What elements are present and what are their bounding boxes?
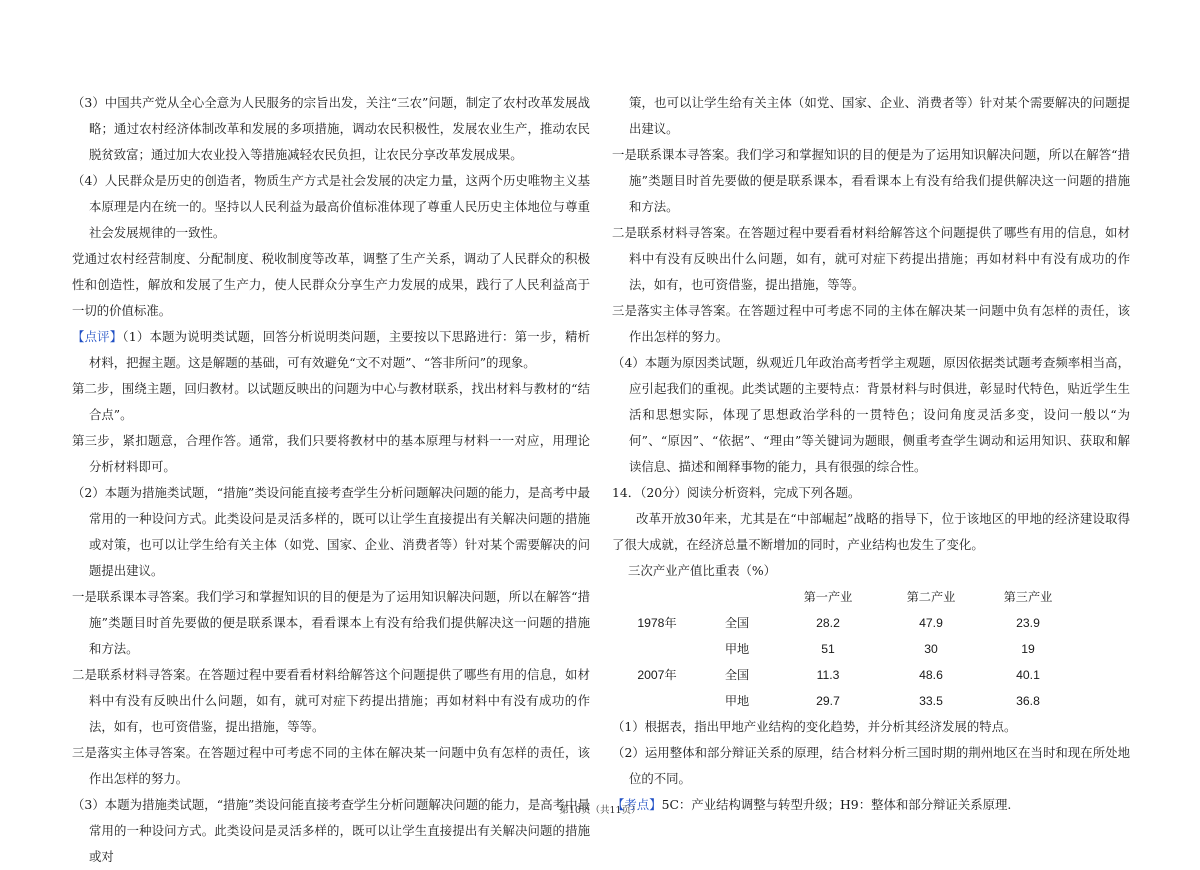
table-row (612, 636, 1130, 662)
answer-3-paragraph: （3）中国共产党从全心全意为人民服务的宗旨出发，关注“三农”问题，制定了农村改革发展战略；通过农村经济体制改革和发展的多项措施，调动农民积极性，发展农业生产，推动农民脱贫致富；通过加大农业投入等措施减轻农民负担，让农民分享改革发展成果。 (72, 95, 590, 162)
method-three-paragraph-right: 三是落实主体寻答案。在答题过程中可考虑不同的主体在解决某一问题中负有怎样的责任，该作出怎样的努力。 (612, 303, 1130, 344)
row-value-tertiary: 36.8 (1016, 694, 1040, 708)
row-value-secondary: 47.9 (919, 616, 943, 630)
comment-paragraph (72, 324, 590, 376)
row-region: 甲地 (724, 694, 750, 708)
question-1: （1）根据表，指出甲地产业结构的变化趋势，并分析其经济发展的特点。 (612, 719, 1017, 734)
row-year (612, 636, 702, 662)
method-one-paragraph: 一是联系课本寻答案。我们学习和掌握知识的目的便是为了运用知识解决问题，所以在解答“措施”类题目时首先要做的便是联系课本，看看课本上有没有给我们提供解决这一问题的措施和方法。 (72, 589, 590, 656)
row-year: 1978年 (637, 616, 677, 630)
step-three-paragraph: 第三步，紧扣题意，合理作答。通常，我们只要将教材中的基本原理与材料一一对应，用理论分析材料即可。 (72, 433, 590, 474)
header-tertiary: 第三产业 (1003, 590, 1053, 604)
row-region: 甲地 (724, 642, 750, 656)
industry-share-table (612, 584, 1130, 714)
comment-tag: 【点评】 (72, 329, 123, 344)
table-caption: 三次产业产值比重表（%） (628, 563, 777, 578)
row-value-primary: 29.7 (816, 694, 840, 708)
kaodian-text: 5C：产业结构调整与转型升级；H9：整体和部分辩证关系原理. (661, 797, 1012, 812)
row-year: 2007年 (637, 668, 677, 682)
material-paragraph: 改革开放30年来，尤其是在“中部崛起”战略的指导下，位于该地区的甲地的经济建设取得了很大成就，在经济总量不断增加的同时，产业结构也发生了变化。 (612, 511, 1130, 552)
comment-3-paragraph: （3）本题为措施类试题，“措施”类设问能直接考查学生分析问题解决问题的能力，是高考中最常用的一种设问方式。此类设问是灵活多样的，既可以让学生直接提出有关解决问题的措施或对 (72, 797, 590, 864)
table-row (612, 688, 1130, 714)
kaodian-tag: 【考点】 (612, 797, 662, 812)
row-region: 全国 (724, 616, 750, 630)
comment-3-continued: 策，也可以让学生给有关主体（如党、国家、企业、消费者等）针对某个需要解决的问题提出建议。 (629, 95, 1130, 136)
row-value-secondary: 30 (924, 642, 938, 656)
table-row (612, 662, 1130, 688)
row-value-primary: 51 (821, 642, 835, 656)
method-two-paragraph: 二是联系材料寻答案。在答题过程中要看看材料给解答这个问题提供了哪些有用的信息，如材料中有没有反映出什么问题，如有，就可对症下药提出措施；再如材料中有没有成功的作法，如有，也可资借鉴，提出措施，等等。 (72, 667, 590, 734)
method-one-paragraph-right: 一是联系课本寻答案。我们学习和掌握知识的目的便是为了运用知识解决问题，所以在解答“措施”类题目时首先要做的便是联系课本，看看课本上有没有给我们提供解决这一问题的措施和方法。 (612, 147, 1130, 214)
question-2: （2）运用整体和部分辩证关系的原理，结合材料分析三国时期的荆州地区在当时和现在所处地位的不同。 (612, 745, 1130, 786)
table-header-row (612, 584, 1130, 610)
table-row (612, 610, 1130, 636)
row-value-tertiary: 23.9 (1016, 616, 1040, 630)
row-value-secondary: 48.6 (919, 668, 943, 682)
row-value-tertiary: 40.1 (1016, 668, 1040, 682)
method-three-paragraph: 三是落实主体寻答案。在答题过程中可考虑不同的主体在解决某一问题中负有怎样的责任，该作出怎样的努力。 (72, 745, 590, 786)
row-value-primary: 11.3 (816, 668, 840, 682)
header-secondary: 第二产业 (906, 590, 956, 604)
row-year (612, 688, 702, 714)
method-two-paragraph-right: 二是联系材料寻答案。在答题过程中要看看材料给解答这个问题提供了哪些有用的信息，如材料中有没有反映出什么问题，如有，就可对症下药提出措施；再如材料中有没有成功的作法，如有，也可资借鉴，提出措施，等等。 (612, 225, 1130, 292)
row-value-primary: 28.2 (816, 616, 840, 630)
comment-2-paragraph: （2）本题为措施类试题，“措施”类设问能直接考查学生分析问题解决问题的能力，是高考中最常用的一种设问方式。此类设问是灵活多样的，既可以让学生直接提出有关解决问题的措施或对策，也可以让学生给有关主体（如党、国家、企业、消费者等）针对某个需要解决的问题提出建议。 (72, 485, 590, 578)
answer-4-paragraph: （4）人民群众是历史的创造者，物质生产方式是社会发展的决定力量，这两个历史唯物主义基本原理是内在统一的。坚持以人民利益为最高价值标准体现了尊重人民历史主体地位与尊重社会发展规律的一致性。 (72, 173, 590, 240)
question-14-heading: 14．（20分）阅读分析资料，完成下列各题。 (612, 485, 861, 500)
comment-4-paragraph: （4）本题为原因类试题，纵观近几年政治高考哲学主观题，原因依据类试题考查频率相当高，应引起我们的重视。此类试题的主要特点：背景材料与时俱进，彰显时代特色，贴近学生生活和思想实际，体现了思想政治学科的一贯特色；设问角度灵活多变，设问一般以“为何”、“原因”、“依据”、“理由”等关键词为题眼，侧重考查学生调动和运用知识、获取和解读信息、描述和阐释事物的能力，具有很强的综合性。 (612, 355, 1130, 474)
header-primary: 第一产业 (803, 590, 853, 604)
answer-4-continued: 党通过农村经营制度、分配制度、税收制度等改革，调整了生产关系，调动了人民群众的积极性和创造性，解放和发展了生产力，使人民群众分享生产力发展的成果，践行了人民利益高于一切的价值标准。 (72, 251, 590, 318)
row-value-tertiary: 19 (1021, 642, 1035, 656)
right-column (612, 90, 1130, 818)
step-two-paragraph: 第二步，围绕主题，回归教材。以试题反映出的问题为中心与教材联系，找出材料与教材的“结合点”。 (72, 381, 590, 422)
row-region: 全国 (724, 668, 750, 682)
row-value-secondary: 33.5 (919, 694, 943, 708)
left-column (72, 90, 590, 870)
page-footer: 第10页（共11页） (559, 805, 641, 816)
comment-text: （1）本题为说明类试题，回答分析说明类问题，主要按以下思路进行：第一步，精析材料，把握主题。这是解题的基础，可有效避免“文不对题”、“答非所问”的现象。 (89, 329, 590, 370)
